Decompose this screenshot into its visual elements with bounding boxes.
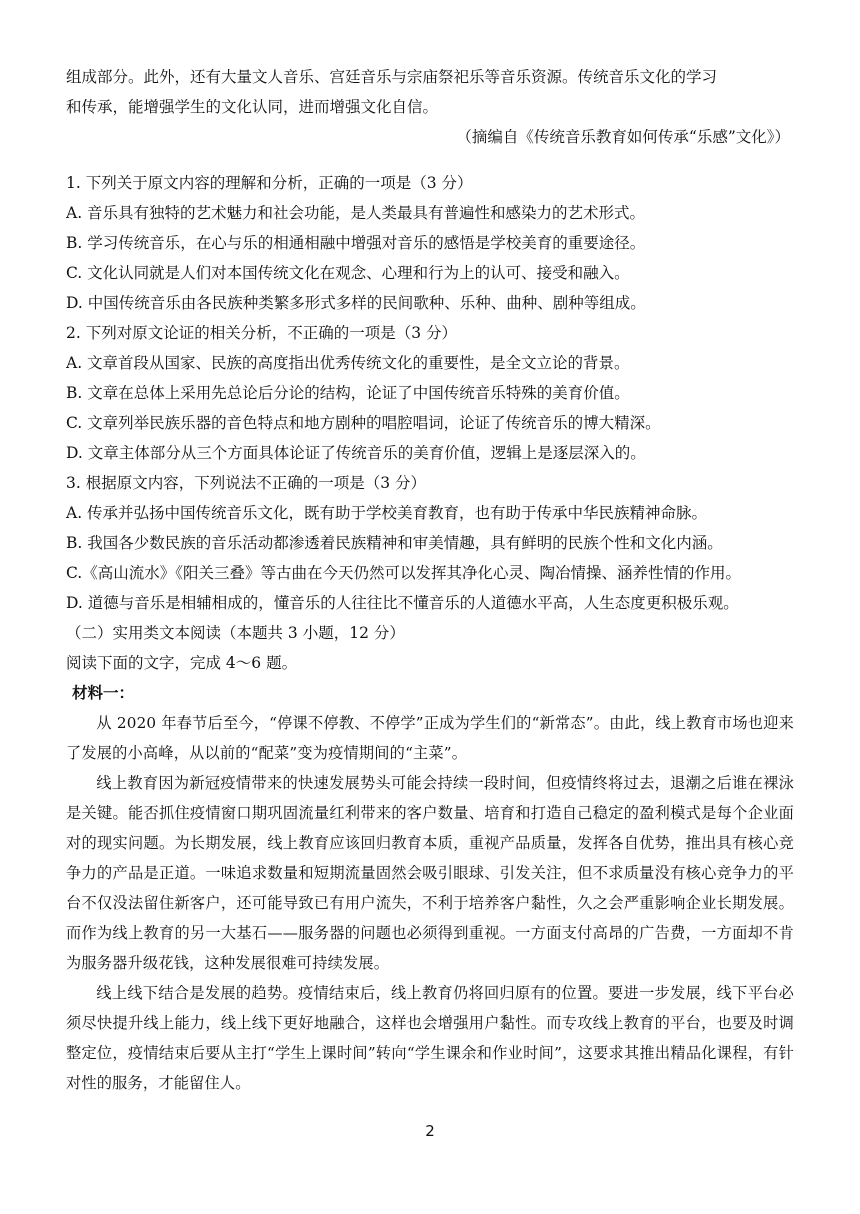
intro-line-1: 组成部分。此外，还有大量文人音乐、宫廷音乐与宗庙祭祀乐等音乐资源。传统音乐文化的学习 xyxy=(66,68,718,86)
page-number: 2 xyxy=(425,1122,435,1140)
question-1-option-c: C. 文化认同就是人们对本国传统文化在观念、心理和行为上的认可、接受和融入。 xyxy=(66,264,630,282)
question-2-option-a: A. 文章首段从国家、民族的高度指出优秀传统文化的重要性，是全文立论的背景。 xyxy=(66,354,630,372)
question-1-stem: 1. 下列关于原文内容的理解和分析，正确的一项是（3 分） xyxy=(66,174,473,192)
section-2-instruction: 阅读下面的文字，完成 4～6 题。 xyxy=(66,654,298,672)
section-2-heading: （二）实用类文本阅读（本题共 3 小题，12 分） xyxy=(66,624,405,642)
question-1-option-b: B. 学习传统音乐，在心与乐的相通相融中增强对音乐的感悟是学校美育的重要途径。 xyxy=(66,234,646,252)
material-paragraph-2: 线上教育因为新冠疫情带来的快速发展势头可能会持续一段时间，但疫情终将过去，退潮之后谁在裸泳是关键。能否抓住疫情窗口期巩固流量红利带来的客户数量、培育和打造自己稳定的盈利模式是每个企业面对的现实问题。为长期发展，线上教育应该回归教育本质，重视产品质量，发挥各自优势，推出具有核心竞争力的产品是正道。一味追求数量和短期流量固然会吸引眼球、引发关注，但不求质量没有核心竞争力的平台不仅没法留住新客户，还可能导致已有用户流失，不利于培养客户黏性，久之会严重影响企业长期发展。而作为线上教育的另一大基石——服务器的问题也必须得到重视。一方面支付高昂的广告费，一方面却不肯为服务器升级花钱，这种发展很难可持续发展。 xyxy=(66,774,794,972)
question-1-option-a: A. 音乐具有独特的艺术魅力和社会功能，是人类最具有普遍性和感染力的艺术形式。 xyxy=(66,204,646,222)
material-paragraph-3: 线上线下结合是发展的趋势。疫情结束后，线上教育仍将回归原有的位置。要进一步发展，线下平台必须尽快提升线上能力，线上线下更好地融合，这样也会增强用户黏性。而专攻线上教育的平台，也要及时调整定位，疫情结束后要从主打“学生上课时间”转向“学生课余和作业时间”，这要求其推出精品化课程，有针对性的服务，才能留住人。 xyxy=(66,984,794,1092)
question-3-option-b: B. 我国各少数民族的音乐活动都渗透着民族精神和审美情趣，具有鲜明的民族个性和文化内涵。 xyxy=(66,534,723,552)
material-label: 材料一： xyxy=(72,683,135,702)
question-1-option-d: D. 中国传统音乐由各民族种类繁多形式多样的民间歌种、乐种、曲种、剧种等组成。 xyxy=(66,294,646,312)
source-citation: （摘编自《传统音乐教育如何传承“乐感”文化》） xyxy=(456,128,790,146)
question-2-option-d: D. 文章主体部分从三个方面具体论证了传统音乐的美育价值，逻辑上是逐层深入的。 xyxy=(66,444,646,462)
question-2-option-b: B. 文章在总体上采用先总论后分论的结构，论证了中国传统音乐特殊的美育价值。 xyxy=(66,384,630,402)
question-2-stem: 2. 下列对原文论证的相关分析，不正确的一项是（3 分） xyxy=(66,324,458,342)
material-paragraph-1: 从 2020 年春节后至今，“停课不停教、不停学”正成为学生们的“新常态”。由此，线上教育市场也迎来了发展的小高峰，从以前的“配菜”变为疫情期间的“主菜”。 xyxy=(66,714,794,762)
intro-line-2: 和传承，能增强学生的文化认同，进而增强文化自信。 xyxy=(66,98,439,116)
question-3-option-d: D. 道德与音乐是相辅相成的，懂音乐的人往往比不懂音乐的人道德水平高，人生态度更积极乐观。 xyxy=(66,594,739,612)
question-3-stem: 3. 根据原文内容，下列说法不正确的一项是（3 分） xyxy=(66,474,427,492)
question-2-option-c: C. 文章列举民族乐器的音色特点和地方剧种的唱腔唱词，论证了传统音乐的博大精深。 xyxy=(66,414,661,432)
question-3-option-a: A. 传承并弘扬中国传统音乐文化，既有助于学校美育教育，也有助于传承中华民族精神命脉。 xyxy=(66,504,708,522)
question-3-option-c: C.《高山流水》《阳关三叠》等古曲在今天仍然可以发挥其净化心灵、陶冶情操、涵养性情的作用。 xyxy=(66,564,741,582)
